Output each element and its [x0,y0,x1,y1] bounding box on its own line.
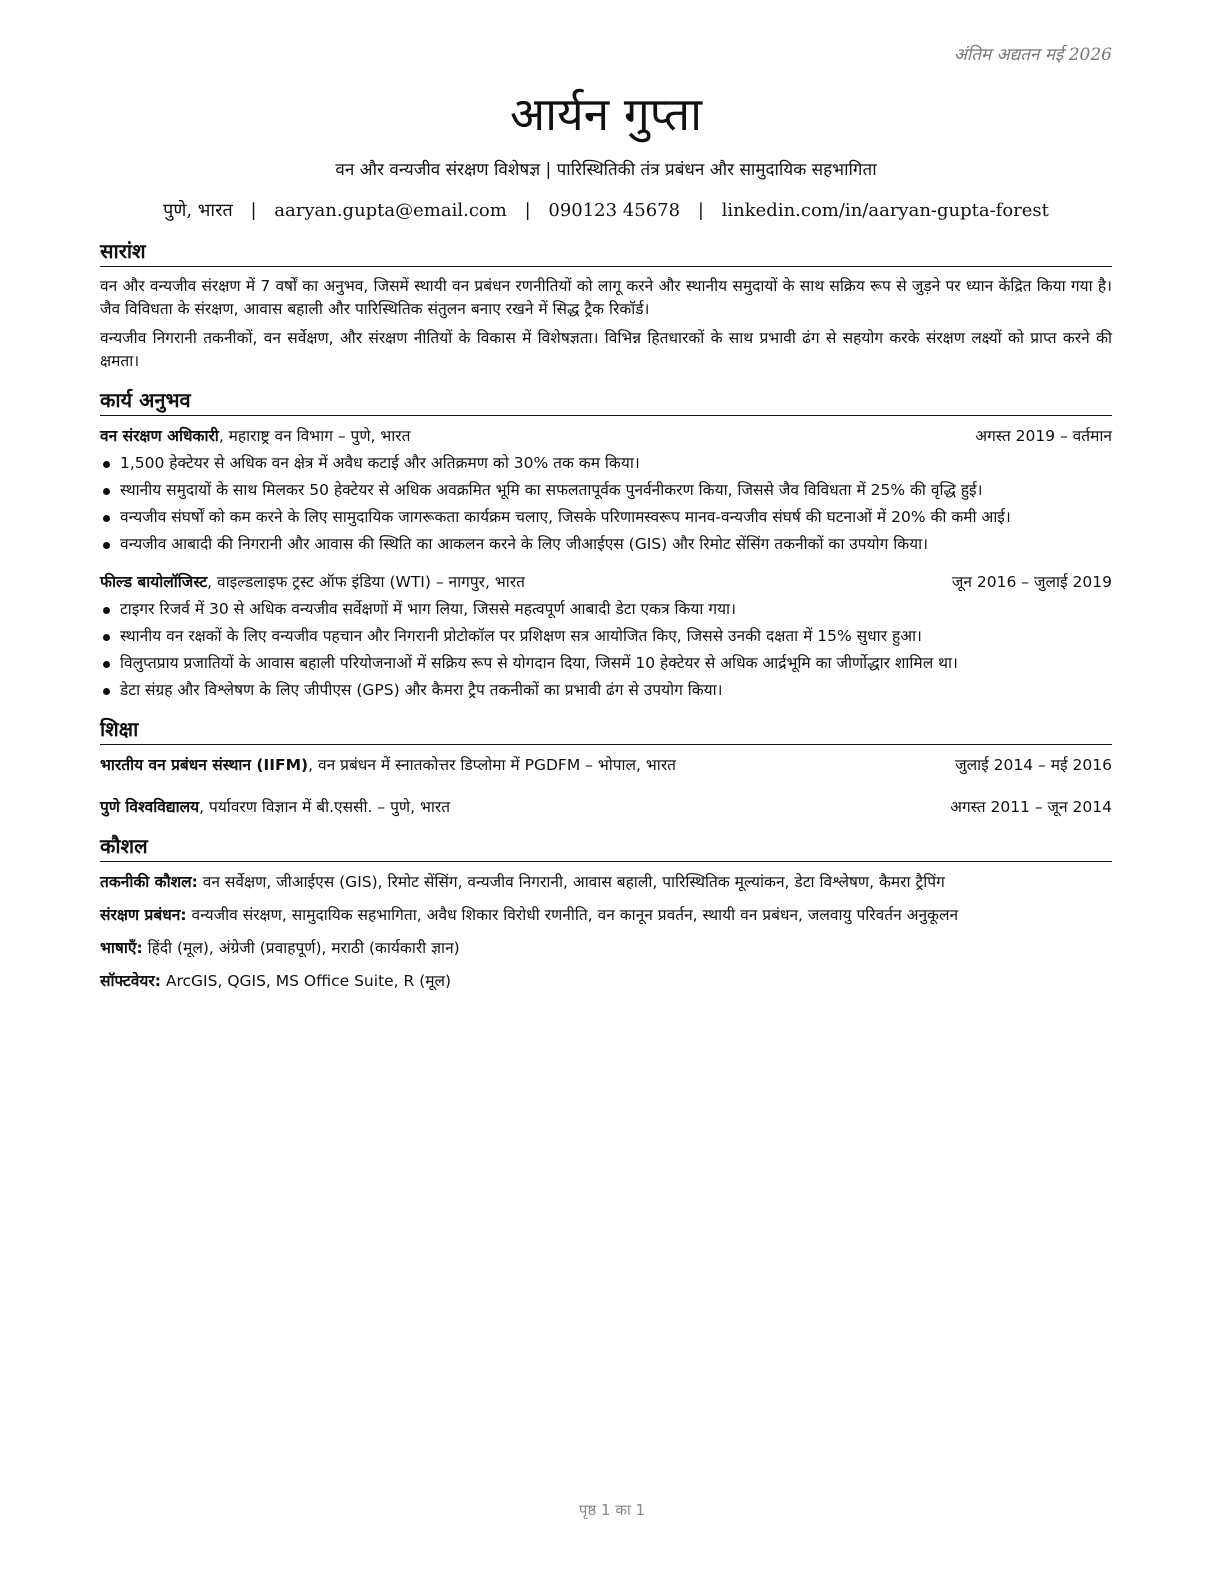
job-dates: जून 2016 – जुलाई 2019 [951,573,1112,591]
education-institution: पुणे विश्वविद्यालय [100,798,200,816]
skill-line [100,903,1112,927]
skill-label: तकनीकी कौशल: [100,873,198,891]
last-updated: अंतिम अद्यतन मई 2026 [953,45,1112,65]
job-title: फील्ड बायोलॉजिस्ट [100,573,208,591]
skill-value: ArcGIS, QGIS, MS Office Suite, R (मूल) [160,972,452,990]
tagline: वन और वन्यजीव संरक्षण विशेषज्ञ | पारिस्थितिकी तंत्र प्रबंधन और सामुदायिक सहभागिता [335,160,877,180]
contact-separator: | [524,200,531,221]
job-bullets [100,598,1112,702]
section-heading-education: शिक्षा [100,716,1112,745]
contact-phone: 090123 45678 [548,200,681,221]
contact-linkedin[interactable]: linkedin.com/in/aaryan-gupta-forest [721,200,1049,221]
job-organization: , महाराष्ट्र वन विभाग – पुणे, भारत [218,427,411,445]
resume-page [100,40,1112,1002]
list-item: स्थानीय वन रक्षकों के लिए वन्यजीव पहचान और निगरानी प्रोटोकॉल पर प्रशिक्षण सत्र आयोजित किए, जिससे उनकी दक्षता में 15% सुधार हुआ। [100,625,1112,648]
skill-value: वन्यजीव संरक्षण, सामुदायिक सहभागिता, अवैध शिकार विरोधी रणनीति, वन कानून प्रवर्तन, स्थायी वन प्रबंधन, जलवायु परिवर्तन अनुकूलन [186,906,959,924]
section-heading-skills: कौशल [100,833,1112,862]
job-organization: , वाइल्डलाइफ ट्रस्ट ऑफ इंडिया (WTI) – नागपुर, भारत [207,573,525,591]
job-header [100,570,1112,594]
list-item: स्थानीय समुदायों के साथ मिलकर 50 हेक्टेयर से अधिक अवक्रमित भूमि का सफलतापूर्वक पुनर्वनीकरण किया, जिससे जैव विविधता में 25% की वृद्धि हुई। [100,479,1112,502]
list-item: विलुप्तप्राय प्रजातियों के आवास बहाली परियोजनाओं में सक्रिय रूप से योगदान दिया, जिसमें 10 हेक्टेयर से अधिक आर्द्रभूमि का जीर्णोद्धार शामिल था। [100,652,1112,675]
list-item: डेटा संग्रह और विश्लेषण के लिए जीपीएस (GPS) और कैमरा ट्रैप तकनीकों का प्रभावी ढंग से उपयोग किया। [100,679,1112,702]
education-dates: जुलाई 2014 – मई 2016 [955,756,1112,774]
job-title: वन संरक्षण अधिकारी [100,427,219,445]
list-item: 1,500 हेक्टेयर से अधिक वन क्षेत्र में अवैध कटाई और अतिक्रमण को 30% तक कम किया। [100,452,1112,475]
education-detail: , पर्यावरण विज्ञान में बी.एससी. – पुणे, भारत [199,798,451,816]
skill-value: वन सर्वेक्षण, जीआईएस (GIS), रिमोट सेंसिंग, वन्यजीव निगरानी, आवास बहाली, पारिस्थितिक मूल्यांकन, डेटा विश्लेषण, कैमरा ट्रैपिंग [197,873,945,891]
list-item: टाइगर रिजर्व में 30 से अधिक वन्यजीव सर्वेक्षणों में भाग लिया, जिससे महत्वपूर्ण आबादी डेटा एकत्र किया गया। [100,598,1112,621]
summary-paragraph: वन्यजीव निगरानी तकनीकों, वन सर्वेक्षण, और संरक्षण नीतियों के विकास में विशेषज्ञता। विभिन्न हितधारकों के साथ प्रभावी ढंग से सहयोग करके संरक्षण लक्ष्यों को प्राप्त करने की क्षमता। [100,329,1112,370]
job-header [100,424,1112,448]
skill-label: संरक्षण प्रबंधन: [100,906,187,924]
contact-line [100,198,1112,224]
education-detail: , वन प्रबंधन में स्नातकोत्तर डिप्लोमा में PGDFM – भोपाल, भारत [308,756,676,774]
contact-location: पुणे, भारत [163,200,233,221]
job-dates: अगस्त 2019 – वर्तमान [975,427,1112,445]
job-bullets [100,452,1112,556]
contact-separator: | [250,200,257,221]
education-entry [100,795,1112,819]
education-entry [100,753,1112,777]
list-item: वन्यजीव आबादी की निगरानी और आवास की स्थिति का आकलन करने के लिए जीआईएस (GIS) और रिमोट सेंसिंग तकनीकों का उपयोग किया। [100,533,1112,556]
candidate-name: आर्यन गुप्ता [509,87,703,141]
skill-line [100,870,1112,894]
education-institution: भारतीय वन प्रबंधन संस्थान (IIFM) [100,756,309,774]
list-item: वन्यजीव संघर्षों को कम करने के लिए सामुदायिक जागरूकता कार्यक्रम चलाए, जिसके परिणामस्वरूप मानव-वन्यजीव संघर्ष की घटनाओं में 20% की कमी आई। [100,506,1112,529]
section-heading-summary: सारांश [100,238,1112,267]
summary-paragraph: वन और वन्यजीव संरक्षण में 7 वर्षों का अनुभव, जिसमें स्थायी वन प्रबंधन रणनीतियों को लागू करने और स्थानीय समुदायों के साथ सक्रिय रूप से जुड़ने पर ध्यान केंद्रित किया गया है। जैव विविधता के संरक्षण, आवास बहाली और पारिस्थितिक संतुलन बनाए रखने में सिद्ध ट्रैक रिकॉर्ड। [100,277,1112,318]
contact-separator: | [697,200,704,221]
skill-line [100,969,1112,993]
education-dates: अगस्त 2011 – जून 2014 [950,798,1112,816]
skill-label: सॉफ्टवेयर: [100,972,161,990]
skill-label: भाषाएँ: [100,939,143,957]
skill-value: हिंदी (मूल), अंग्रेजी (प्रवाहपूर्ण), मराठी (कार्यकारी ज्ञान) [142,939,460,957]
skill-line [100,936,1112,960]
contact-email[interactable]: aaryan.gupta@email.com [274,200,507,221]
page-number: पृष्ठ 1 का 1 [578,1501,646,1519]
section-heading-experience: कार्य अनुभव [100,387,1112,416]
